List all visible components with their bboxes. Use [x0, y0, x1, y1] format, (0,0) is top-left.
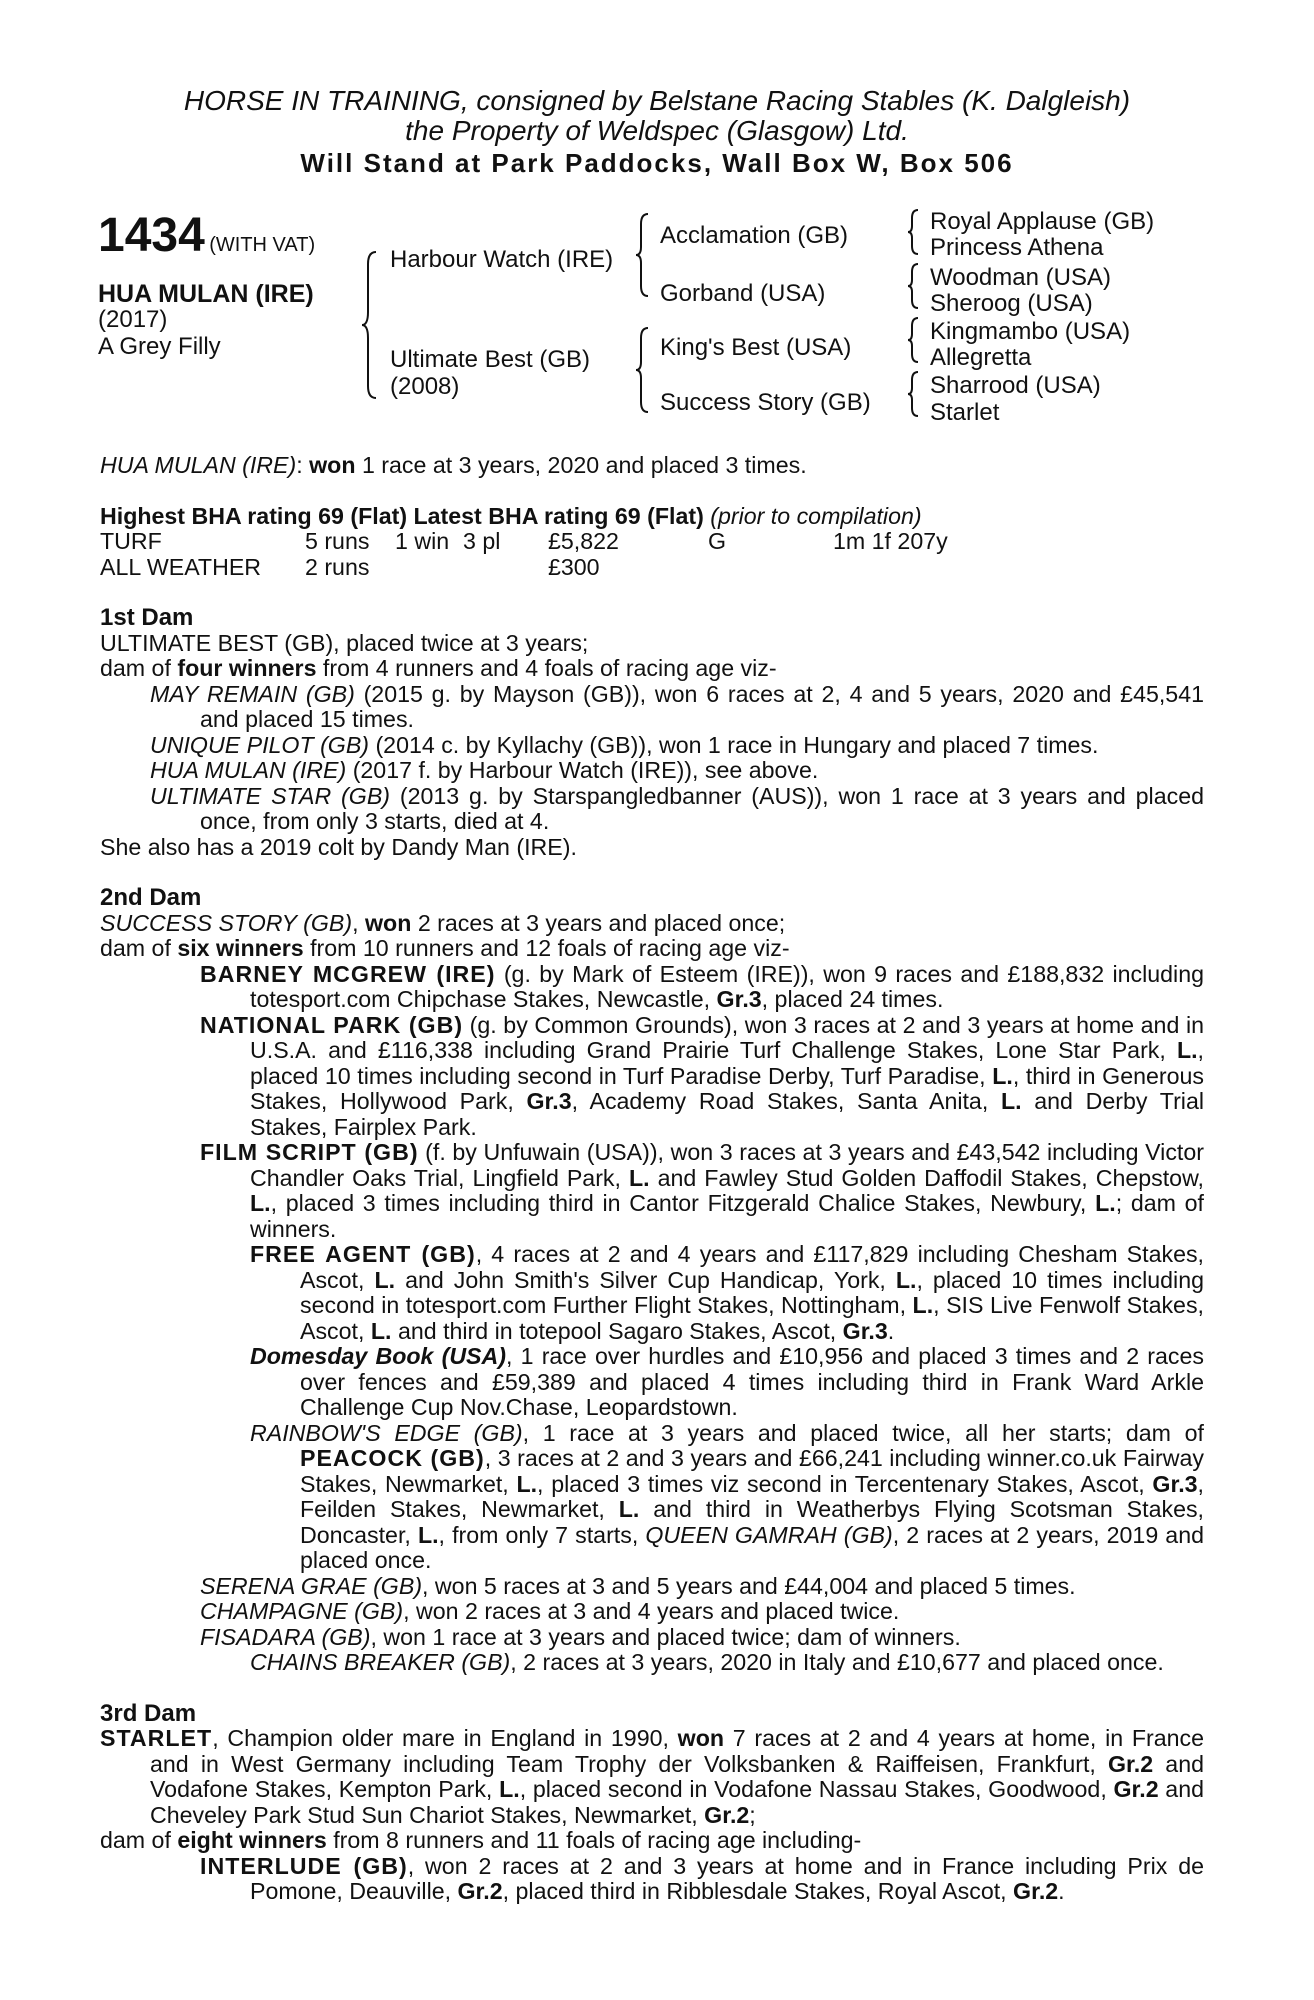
produce-free-agent: FREE AGENT (GB), 4 races at 2 and 4 years and £117,829 including Chesham Stakes, Ascot, L. and John Smith's Silver Cup Handicap, York, L., placed 10 times including second in totesport.com Further Flight Stakes, Nottingham, L., SIS Live Fenwolf Stakes, Ascot, L. and third in totepool Sagaro Stakes, Ascot, Gr.3. — [250, 1241, 1205, 1344]
pedigree-sire-sire: Acclamation (GB) — [660, 222, 849, 249]
pedigree-brace-ss — [906, 208, 922, 256]
pedigree-brace-sd — [906, 262, 922, 310]
race-summary: HUA MULAN (IRE): won 1 race at 3 years, 2020 and placed 3 times. — [100, 452, 807, 478]
third-dam-starlet: STARLET, Champion older mare in England in 1990, won 7 races at 2 and 4 years at home, in France and in West Germany including Team Trophy der Volksbanken & Raiffeisen, Frankfurt, Gr.2 and Vodafone Stakes, Kempton Park, L., placed second in Vodafone Nassau Stakes, Goodwood, Gr.2 and Cheveley Park Stud Sun Chariot Stakes, Newmarket, Gr.2; — [100, 1725, 1204, 1828]
pedigree-brace-ds — [906, 316, 922, 364]
consignor-line: HORSE IN TRAINING, consigned by Belstane Racing Stables (K. Dalgleish) — [183, 85, 1131, 116]
pedigree-dam: Ultimate Best (GB) — [390, 346, 591, 373]
pedigree-ss-dam: Princess Athena — [930, 234, 1104, 261]
second-dam-produce: dam of six winners from 10 runners and 12 foals of racing age viz- — [100, 935, 790, 961]
first-dam-also: She also has a 2019 colt by Dandy Man (IRE). — [100, 833, 577, 860]
pedigree-ss-sire: Royal Applause (GB) — [930, 208, 1155, 235]
vat-label: (WITH VAT) — [209, 234, 316, 256]
produce-chains-breaker: CHAINS BREAKER (GB), 2 races at 3 years, 2020 in Italy and £10,677 and placed once. — [250, 1649, 1164, 1675]
produce-champagne: CHAMPAGNE (GB), won 2 races at 3 and 4 years and placed twice. — [200, 1598, 900, 1624]
pedigree-dd-sire: Sharrood (USA) — [930, 372, 1101, 399]
pedigree-ds-dam: Allegretta — [930, 344, 1032, 371]
pedigree-brace-main — [360, 250, 380, 400]
pedigree-dam-dam: Success Story (GB) — [660, 389, 871, 416]
produce-film-script: FILM SCRIPT (GB) (f. by Unfuwain (USA)), won 3 races at 3 years and £43,542 including Victor Chandler Oaks Trial, Lingfield Park, L. and Fawley Stud Golden Daffodil Stakes, Chepstow, L., placed 3 times including third in Cantor Fitzgerald Chalice Stakes, Newbury, L.; dam of winners. — [200, 1139, 1204, 1242]
produce-hua-mulan: HUA MULAN (IRE) (2017 f. by Harbour Watch (IRE)), see above. — [150, 757, 819, 783]
produce-barney-mcgrew: BARNEY MCGREW (IRE) (g. by Mark of Esteem (IRE)), won 9 races and £188,832 including totesport.com Chipchase Stakes, Newcastle, Gr.3, placed 24 times. — [200, 960, 1204, 1012]
produce-fisadara: FISADARA (GB), won 1 race at 3 years and placed twice; dam of winners. — [200, 1623, 961, 1650]
first-dam-title: 1st Dam — [100, 604, 194, 631]
first-dam-produce: dam of four winners from 4 runners and 4 foals of racing age viz- — [100, 655, 777, 681]
pedigree-dd-dam: Starlet — [930, 399, 1000, 426]
pedigree-brace-dd — [906, 370, 922, 418]
second-dam-title: 2nd Dam — [100, 884, 202, 911]
record-row-turf: TURF 5 runs 1 win 3 pl £5,822 G 1m 1f 207y — [100, 528, 948, 554]
pedigree-sire: Harbour Watch (IRE) — [390, 246, 614, 273]
produce-rainbows-edge: RAINBOW'S EDGE (GB), 1 race at 3 years and placed twice, all her starts; dam of PEACOCK (GB), 3 races at 2 and 3 years and £66,241 including winner.co.uk Fairway Stakes, Newmarket, L., placed 3 times viz second in Tercentenary Stakes, Ascot, Gr.3, Feilden Stakes, Newmarket, L. and third in Weatherbys Flying Scotsman Stakes, Doncaster, L., from only 7 starts, QUEEN GAMRAH (GB), 2 races at 2 years, 2019 and placed once. — [250, 1419, 1205, 1573]
lot-heading — [98, 208, 315, 263]
horse-year: (2017) — [98, 306, 168, 333]
pedigree-sd-dam: Sheroog (USA) — [930, 290, 1093, 317]
bha-ratings: Highest BHA rating 69 (Flat) Latest BHA rating 69 (Flat) (prior to compilation) — [100, 502, 922, 529]
produce-interlude: INTERLUDE (GB), won 2 races at 2 and 3 years at home and in France including Prix de Pomone, Deauville, Gr.2, placed third in Ribblesdale Stakes, Royal Ascot, Gr.2. — [200, 1852, 1204, 1904]
third-dam-produce: dam of eight winners from 8 runners and 11 foals of racing age including- — [100, 1827, 862, 1853]
produce-national-park: NATIONAL PARK (GB) (g. by Common Grounds), won 3 races at 2 and 3 years at home and in U.S.A. and £116,338 including Grand Prairie Turf Challenge Stakes, Lone Star Park, L., placed 10 times including second in Turf Paradise Derby, Turf Paradise, L., third in Generous Stakes, Hollywood Park, Gr.3, Academy Road Stakes, Santa Anita, L. and Derby Trial Stakes, Fairplex Park. — [200, 1011, 1204, 1140]
third-dam-title: 3rd Dam — [100, 1699, 197, 1727]
produce-domesday-book: Domesday Book (USA), 1 race over hurdles and £10,956 and placed 3 times and 2 races over fences and £59,389 and placed 4 times including third in Frank Ward Arkle Challenge Cup Nov.Chase, Leopardstown. — [250, 1343, 1204, 1420]
pedigree-brace-sire — [634, 212, 652, 298]
produce-ultimate-star: ULTIMATE STAR (GB) (2013 g. by Starspangledbanner (AUS)), won 1 race at 3 years and placed once, from only 3 starts, died at 4. — [150, 782, 1204, 834]
catalogue-body — [100, 453, 1204, 1905]
first-dam-intro: ULTIMATE BEST (GB), placed twice at 3 years; — [100, 629, 589, 656]
horse-name: HUA MULAN (IRE) — [98, 280, 314, 308]
stand-line: Will Stand at Park Paddocks, Wall Box W, Box 506 — [300, 148, 1014, 178]
lot-number: 1434 — [98, 209, 205, 262]
produce-may-remain: MAY REMAIN (GB) (2015 g. by Mayson (GB)), won 6 races at 2, 4 and 5 years, 2020 and £45,541 and placed 15 times. — [150, 680, 1204, 732]
property-line: the Property of Weldspec (Glasgow) Ltd. — [405, 115, 909, 146]
produce-unique-pilot: UNIQUE PILOT (GB) (2014 c. by Kyllachy (GB)), won 1 race in Hungary and placed 7 times. — [150, 731, 1099, 758]
record-row-all-weather: ALL WEATHER 2 runs £300 — [100, 553, 600, 580]
produce-serena-grae: SERENA GRAE (GB), won 5 races at 3 and 5 years and £44,004 and placed 5 times. — [200, 1572, 1076, 1599]
pedigree-sire-dam: Gorband (USA) — [660, 280, 826, 307]
second-dam-intro: SUCCESS STORY (GB), won 2 races at 3 years and placed once; — [100, 909, 786, 936]
pedigree-sd-sire: Woodman (USA) — [930, 264, 1111, 291]
pedigree-ds-sire: Kingmambo (USA) — [930, 318, 1131, 345]
horse-description: A Grey Filly — [98, 333, 221, 360]
pedigree-dam-year: (2008) — [390, 373, 460, 400]
pedigree-brace-dam — [634, 326, 652, 414]
pedigree-dam-sire: King's Best (USA) — [660, 334, 852, 361]
